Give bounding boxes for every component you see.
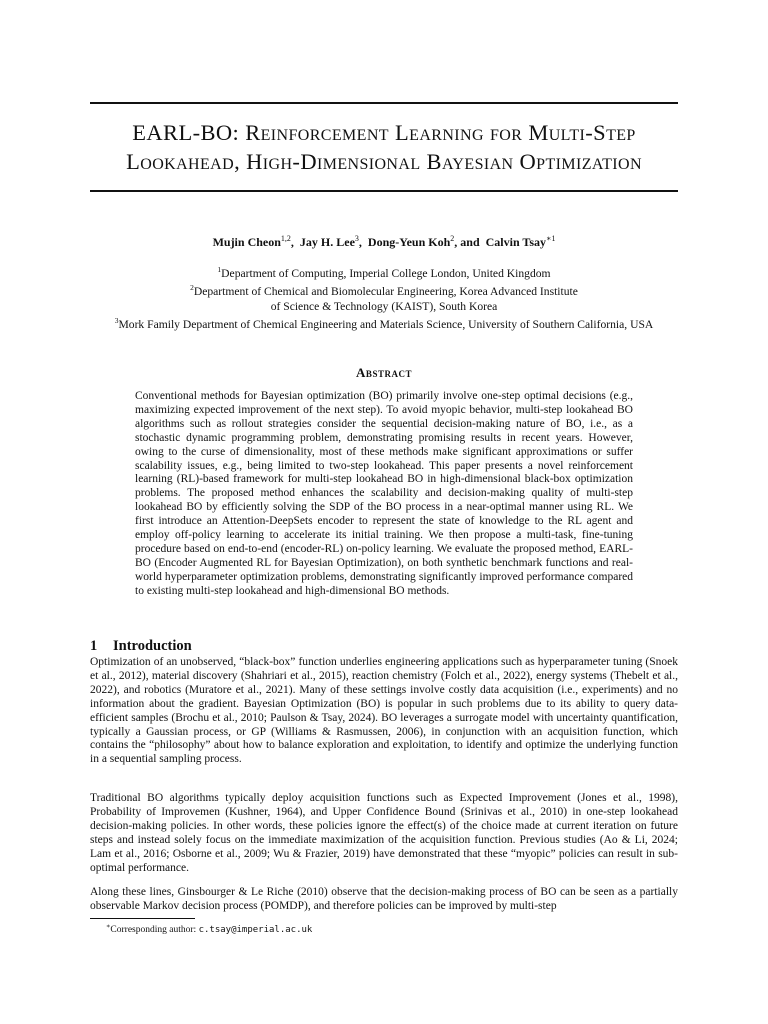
- author-2: Jay H. Lee$^3$: [299, 234, 359, 249]
- author-1: Mujin Cheon$^{1,2}$: [212, 234, 291, 249]
- paper-title: [90, 118, 678, 176]
- affiliation-2-cont: of Science & Technology (KAIST), South Korea: [270, 299, 498, 313]
- title-bottom-rule: [90, 190, 678, 192]
- affiliation-3: $^3$Mork Family Department of Chemical Engineering and Materials Science, University of Southern California, USA: [114, 316, 654, 332]
- intro-paragraph-1: Optimization of an unobserved, “black-box” function underlies engineering applications such as hyperparameter tuning (Snoek et al., 2012), material discovery (Shahriari et al., 2015), reaction chemistry (Folch et al., 2022), energy systems (Thebelt et al., 2022), and robotics (Muratore et al., 2021). Many of these settings involve costly data acquisition (i.e., experiments) and no information about the gradient. Bayesian Optimization (BO) is popular in such problems due to its ability to query data-efficient samples (Brochu et al., 2010; Paulson & Tsay, 2024). BO leverages a surrogate model with uncertainty quantification, typically a Gaussian process, or GP (Williams & Rasmussen, 2006), in conjunction with an acquisition function, which contains the “philosophy” about how to balance exploration and exploitation, to identify and optimize the underlying function in a sequential sampling process.: [90, 656, 678, 766]
- intro-paragraph-3: Along these lines, Ginsbourger & Le Riche (2010) observe that the decision-making process of BO can be seen as a partially observable Markov decision process (POMDP), and therefore policies can be improved by multi-step: [90, 886, 678, 912]
- abstract-heading: Abstract: [356, 365, 412, 380]
- affiliation-1: $^1$Department of Computing, Imperial College London, United Kingdom: [217, 265, 551, 280]
- affiliation-2: $^2$Department of Chemical and Biomolecular Engineering, Korea Advanced Institute: [190, 283, 578, 299]
- section-heading: [90, 638, 192, 655]
- section-number: 1: [90, 638, 98, 654]
- author-list: Mujin Cheon$^{1,2}$, Jay H. Lee$^3$, Dong-Yeun Koh$^2$, and Calvin Tsay$^{∗1}$: [212, 234, 556, 249]
- author-3: Dong-Yeun Koh$^2$: [367, 234, 455, 249]
- title-line-2: Lookahead, High-Dimensional Bayesian Optimization: [126, 149, 642, 174]
- footnote-rule: [90, 918, 195, 919]
- section-title: Introduction: [113, 638, 192, 654]
- title-top-rule: [90, 102, 678, 104]
- affiliations: [70, 263, 698, 333]
- footnote: ∗Corresponding author: c.tsay@imperial.ac.uk: [106, 923, 313, 936]
- abstract-text: Conventional methods for Bayesian optimization (BO) primarily involve one-step optimal decisions (e.g., maximizing expected improvement of the next step). To avoid myopic behavior, multi-step lookahead BO algorithms such as rollout strategies consider the sequential decision-making nature of BO, i.e., as a stochastic dynamic programming problem, demonstrating promising results in recent years. However, owing to the curse of dimensionality, most of these methods make significant approximations or suffer scalability issues, e.g., being limited to two-step lookahead. This paper presents a novel reinforcement learning (RL)-based framework for multi-step lookahead BO in high-dimensional black-box optimization problems. The proposed method enhances the scalability and decision-making quality of multi-step lookahead BO by efficiently solving the SDP of the BO process in a near-optimal manner using RL. We first introduce an Attention-DeepSets encoder to represent the state of knowledge to the RL agent and employ off-policy learning to accelerate its initial training. We then propose a multi-task, fine-tuning procedure based on end-to-end (encoder-RL) on-policy learning. We evaluate the proposed method, EARL-BO (Encoder Augmented RL for Bayesian Optimization), on both synthetic benchmark functions and real-world hyperparameter optimization problems, demonstrating significantly improved performance compared to existing multi-step lookahead and high-dimensional BO methods.: [135, 390, 633, 597]
- author-4: Calvin Tsay$^{∗1}$: [485, 234, 556, 249]
- title-line-1: EARL-BO: Reinforcement Learning for Multi-Step: [132, 120, 636, 145]
- footnote-email: c.tsay@imperial.ac.uk: [198, 925, 313, 936]
- intro-paragraph-2: Traditional BO algorithms typically deploy acquisition functions such as Expected Improvement (Jones et al., 1998), Probability of Improvemen (Kushner, 1964), and Upper Confidence Bound (Srinivas et al., 2010) in one-step lookahead decision-making policies. In other words, these policies ignore the effect(s) of the choice made at current iteration on future steps and instead solely focus on the immediate maximization of the acquisition function. Previous studies (Ao & Li, 2024; Lam et al., 2016; Osborne et al., 2009; Wu & Frazier, 2019) have demonstrated that these “myopic” policies can result in sub-optimal performance.: [90, 792, 678, 874]
